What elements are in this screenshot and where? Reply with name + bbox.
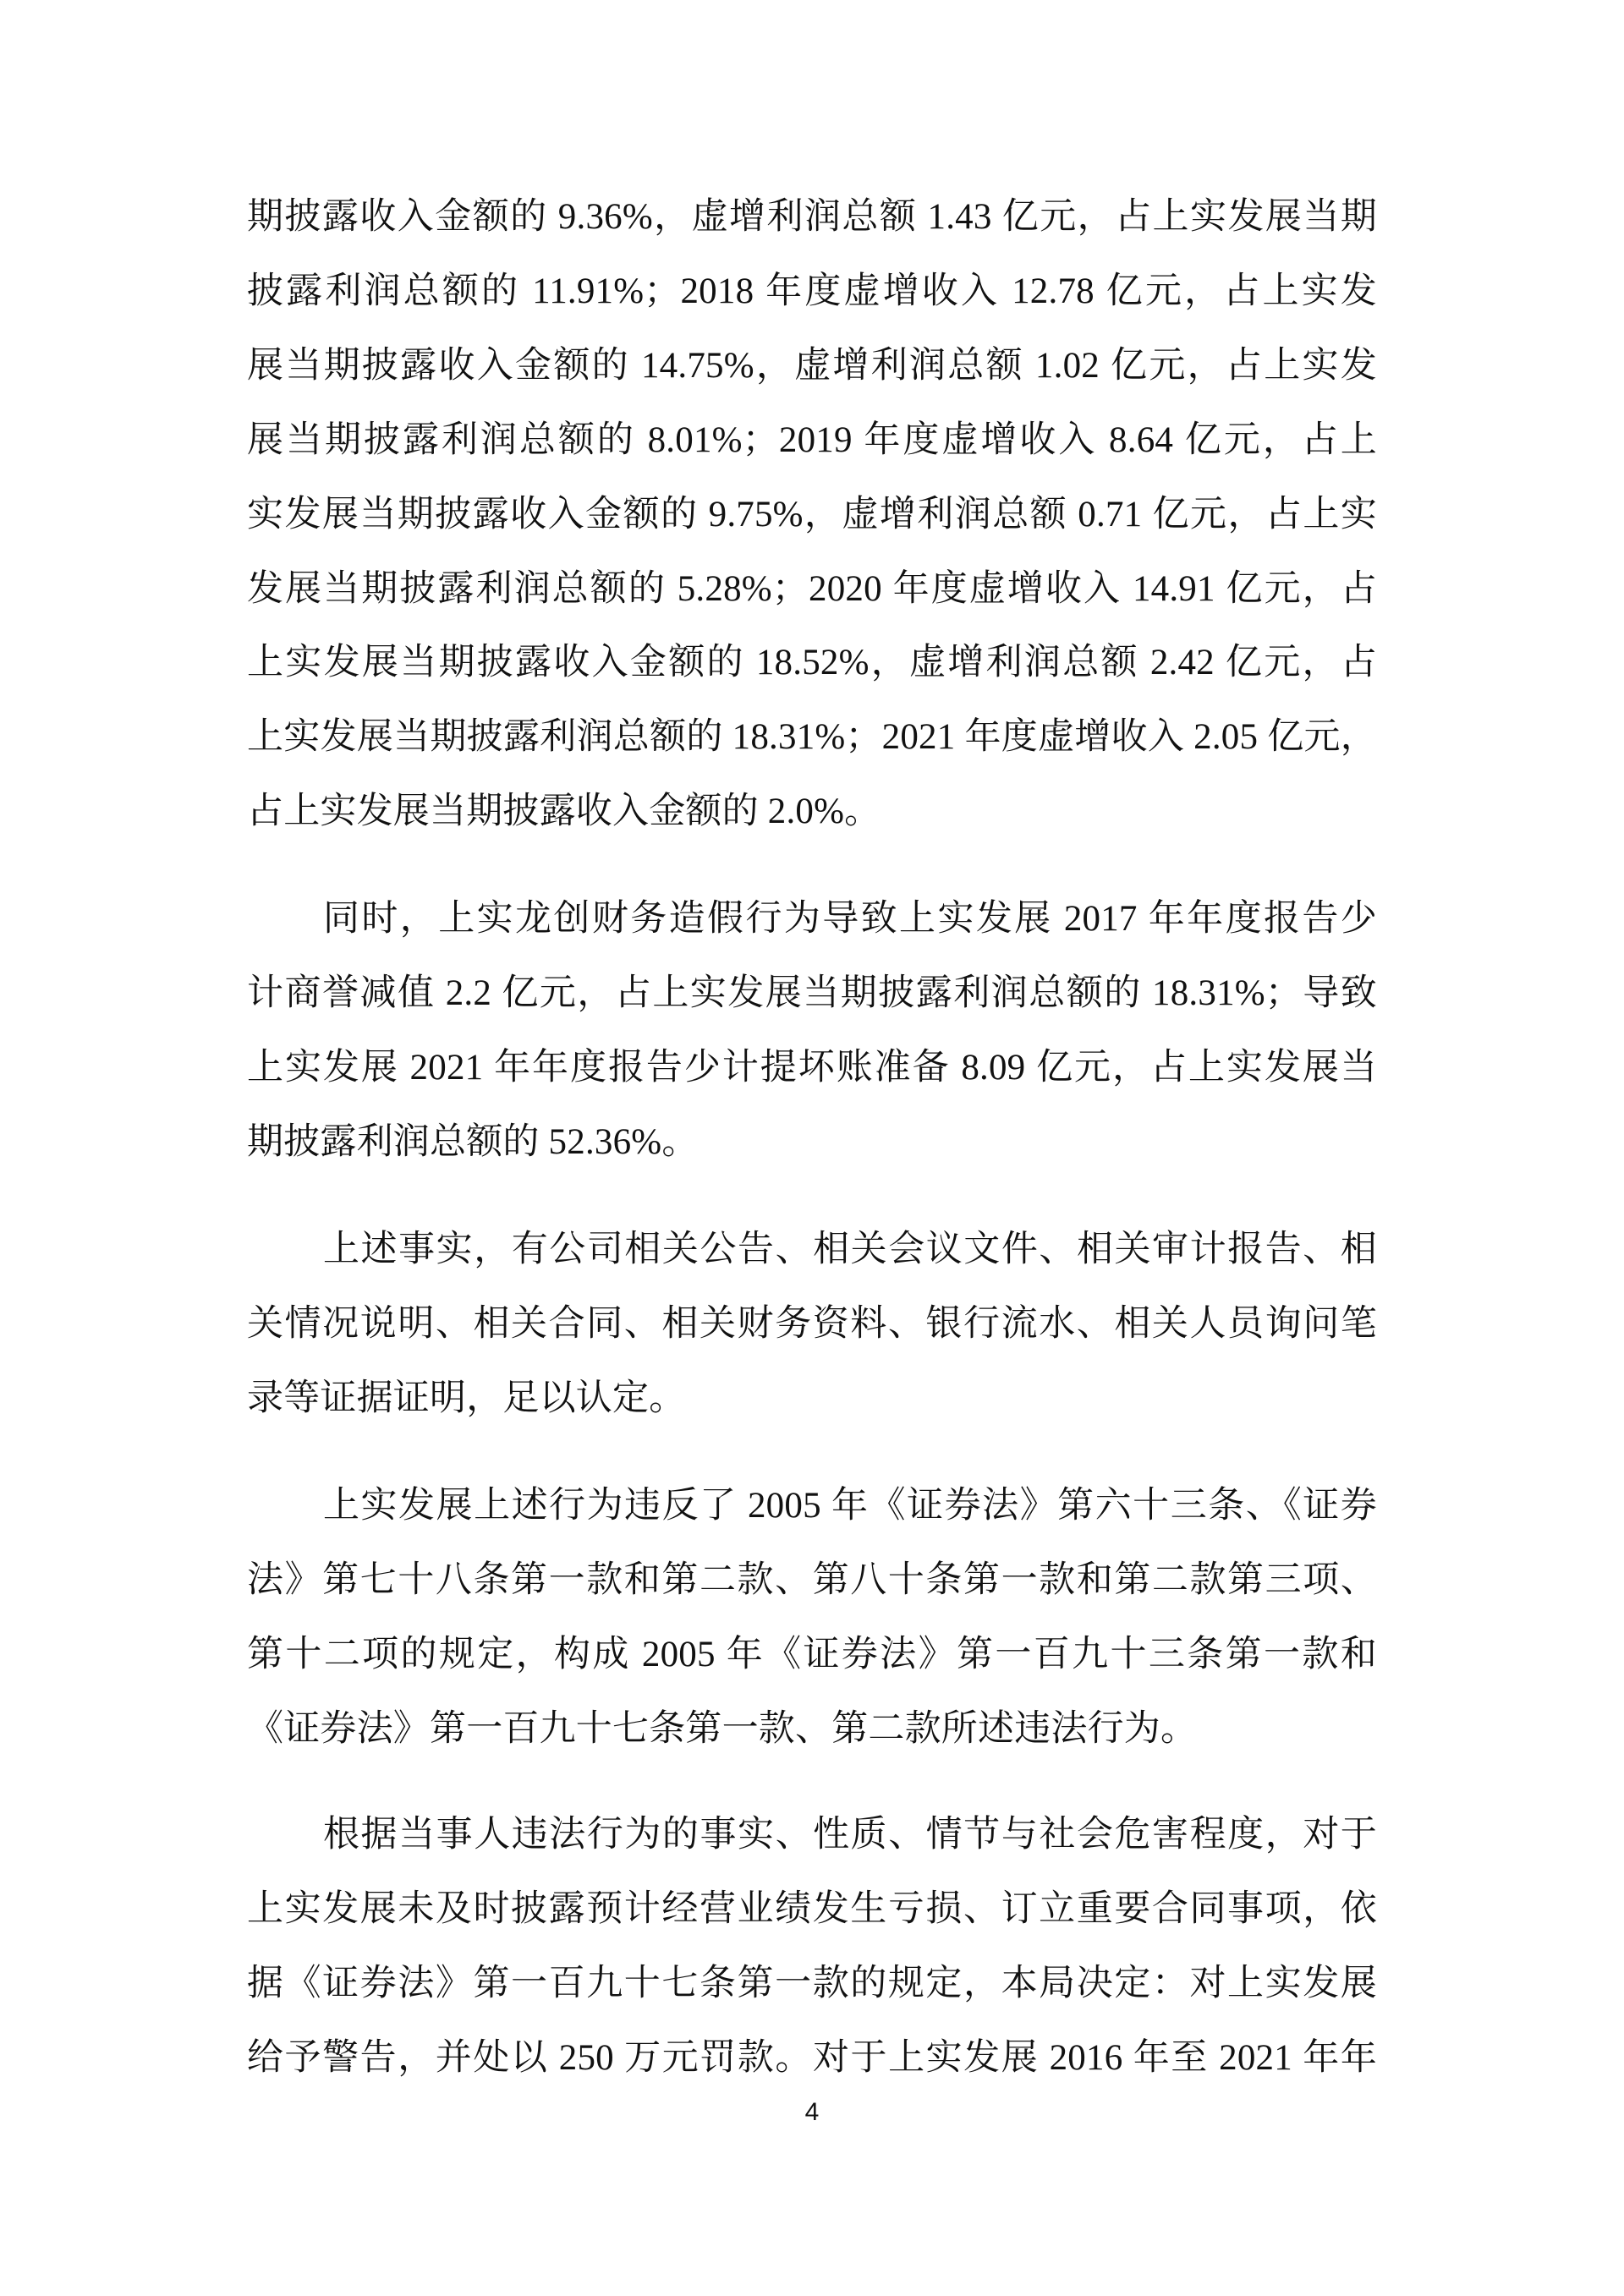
text-line: 《证券法》第一百九十七条第一款、第二款所述违法行为。 xyxy=(247,1709,1198,1749)
text-line: 第十二项的规定，构成 2005 年《证券法》第一百九十三条第一款和 xyxy=(247,1635,1377,1674)
text-line: 上述事实，有公司相关公告、相关会议文件、相关审计报告、相 xyxy=(323,1230,1377,1269)
text-line: 披露利润总额的 11.91%；2018 年度虚增收入 12.78 亿元，占上实发 xyxy=(247,271,1377,311)
text-line: 法》第七十八条第一款和第二款、第八十条第一款和第二款第三项、 xyxy=(247,1560,1377,1600)
text-line: 上实发展上述行为违反了 2005 年《证券法》第六十三条、《证券 xyxy=(323,1486,1377,1526)
text-line: 录等证据证明，足以认定。 xyxy=(247,1378,686,1418)
text-line: 上实发展 2021 年年度报告少计提坏账准备 8.09 亿元，占上实发展当 xyxy=(247,1048,1377,1088)
text-line: 同时，上实龙创财务造假行为导致上实发展 2017 年年度报告少 xyxy=(323,899,1377,939)
page-number: 4 xyxy=(804,2098,820,2126)
text-line: 占上实发展当期披露收入金额的 2.0%。 xyxy=(247,792,881,831)
text-line: 上实发展未及时披露预计经营业绩发生亏损、订立重要合同事项，依 xyxy=(247,1889,1377,1929)
text-line: 计商誉减值 2.2 亿元，占上实发展当期披露利润总额的 18.31%；导致 xyxy=(247,973,1377,1013)
text-line: 发展当期披露利润总额的 5.28%；2020 年度虚增收入 14.91 亿元，占 xyxy=(247,569,1377,609)
text-line: 根据当事人违法行为的事实、性质、情节与社会危害程度，对于 xyxy=(323,1815,1377,1855)
text-line: 期披露收入金额的 9.36%，虚增利润总额 1.43 亿元，占上实发展当期 xyxy=(247,197,1377,237)
text-line: 实发展当期披露收入金额的 9.75%，虚增利润总额 0.71 亿元，占上实 xyxy=(247,495,1378,534)
text-line: 上实发展当期披露利润总额的 18.31%；2021 年度虚增收入 2.05 亿元， xyxy=(247,717,1377,757)
text-line: 据《证券法》第一百九十七条第一款的规定，本局决定：对上实发展 xyxy=(247,1964,1377,2003)
text-line: 上实发展当期披露收入金额的 18.52%，虚增利润总额 2.42 亿元，占 xyxy=(247,643,1377,682)
text-line: 期披露利润总额的 52.36%。 xyxy=(247,1122,699,1162)
text-line: 展当期披露利润总额的 8.01%；2019 年度虚增收入 8.64 亿元，占上 xyxy=(247,420,1377,460)
text-line: 展当期披露收入金额的 14.75%，虚增利润总额 1.02 亿元，占上实发 xyxy=(247,346,1377,386)
text-line: 关情况说明、相关合同、相关财务资料、银行流水、相关人员询问笔 xyxy=(247,1304,1377,1344)
text-line: 给予警告，并处以 250 万元罚款。对于上实发展 2016 年至 2021 年年 xyxy=(247,2038,1377,2078)
